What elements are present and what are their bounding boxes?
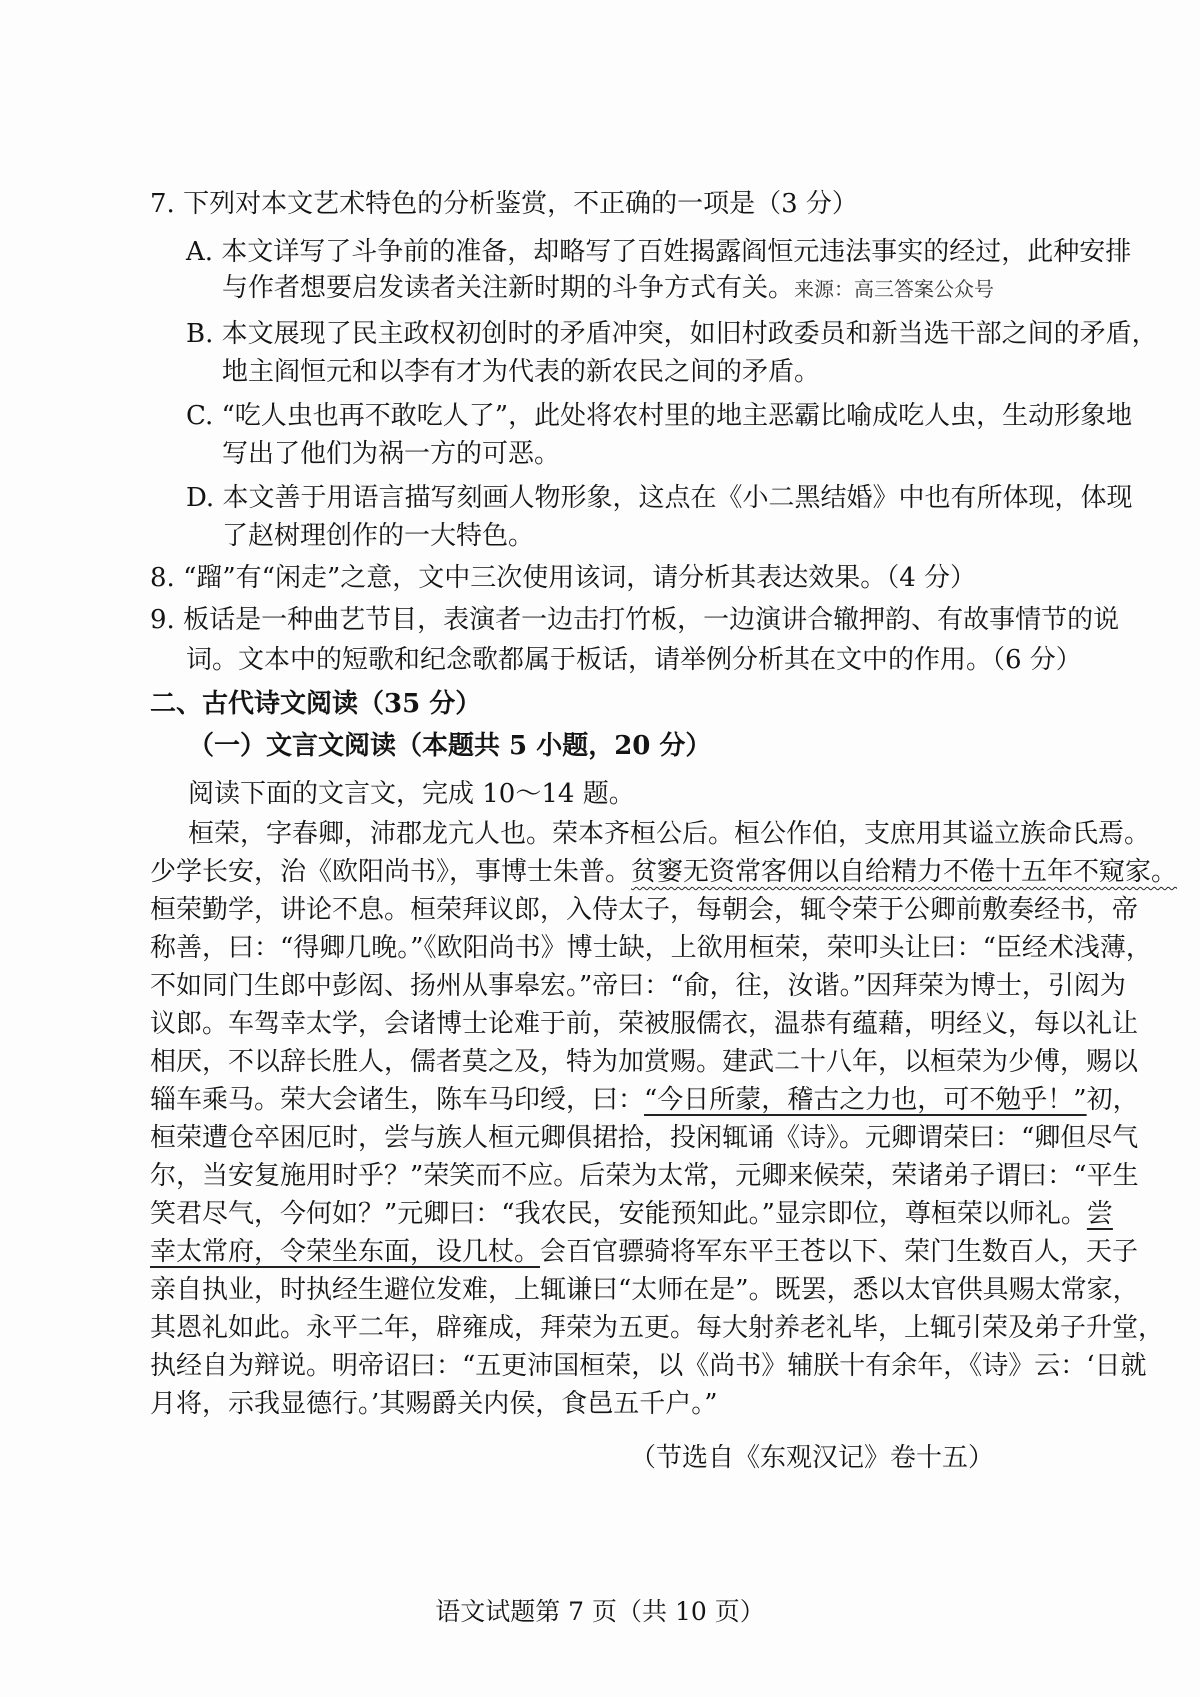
page-footer: 语文试题第 7 页（共 10 页） bbox=[435, 1597, 765, 1626]
passage-line-8 bbox=[150, 1080, 1139, 1120]
passage-line-10: 尔，当安复施用时乎？”荣笑而不应。后荣为太常，元卿来候荣，荣诸弟子谓曰：“平生 bbox=[150, 1161, 1139, 1191]
subsection-1-heading: （一）文言文阅读（本题共 5 小题，20 分） bbox=[188, 731, 712, 761]
passage-text: 初， bbox=[1086, 1085, 1139, 1115]
passage-line-1: 桓荣，字春卿，沛郡龙亢人也。荣本齐桓公后。桓公作伯，支庶用其谥立族命氏焉。 bbox=[188, 819, 1151, 849]
passage-text: 会百官骠骑将军东平王苍以下、荣门生数百人，天子 bbox=[540, 1237, 1139, 1267]
passage-line-12 bbox=[150, 1232, 1138, 1272]
passage-line-3: 桓荣勤学，讲论不息。桓荣拜议郎，入侍太子，每朝会，辄令荣于公卿前敷奏经书，帝 bbox=[150, 895, 1139, 925]
passage-line-7: 相厌，不以辞长胜人，儒者莫之及，特为加赏赐。建武二十八年，以桓荣为少傅，赐以 bbox=[150, 1047, 1139, 1077]
passage-line-4: 称善，曰：“得卿几晚。”《欧阳尚书》博士缺，上欲用桓荣，荣叩头让曰：“臣经术浅薄， bbox=[150, 933, 1152, 963]
passage-line-5: 不如同门生郎中彭闳、扬州从事皋宏。”帝曰：“俞，往，汝谐。”因拜荣为博士，引闳为 bbox=[150, 971, 1126, 1001]
wavy-underlined-sentence: 贫窭无资常客佣以自给精力不倦十五年不窥家。 bbox=[631, 857, 1178, 887]
question-7-option-a-line1: A. 本文详写了斗争前的准备，却略写了百姓揭露阎恒元违法事实的经过，此种安排 bbox=[186, 237, 1132, 267]
passage-line-14: 其恩礼如此。永平二年，辟雍成，拜荣为五更。每大射养老礼毕，上辄引荣及弟子升堂， bbox=[150, 1313, 1165, 1343]
source-watermark-text: 来源：高三答案公众号 bbox=[794, 277, 995, 301]
underlined-sentence: 幸太常府，令荣坐东面，设几杖。 bbox=[150, 1237, 541, 1267]
reading-instruction: 阅读下面的文言文，完成 10～14 题。 bbox=[188, 779, 635, 809]
passage-line-16: 月将，示我显德行。’其赐爵关内侯，食邑五千户。” bbox=[150, 1389, 718, 1419]
question-7-option-c-line2: 写出了他们为祸一方的可恶。 bbox=[222, 439, 561, 469]
question-7-stem: 7. 下列对本文艺术特色的分析鉴赏，不正确的一项是（3 分） bbox=[150, 189, 858, 219]
question-7-option-b-line2: 地主阎恒元和以李有才为代表的新农民之间的矛盾。 bbox=[222, 357, 821, 387]
underlined-sentence: 尝 bbox=[1086, 1199, 1113, 1229]
passage-line-2 bbox=[150, 852, 1177, 892]
question-9-line1: 9. 板话是一种曲艺节目，表演者一边击打竹板，一边演讲合辙押韵、有故事情节的说 bbox=[150, 605, 1120, 635]
passage-text: 少学长安，治《欧阳尚书》，事博士朱普。 bbox=[150, 857, 632, 887]
question-7-option-d-line2: 了赵树理创作的一大特色。 bbox=[222, 521, 535, 551]
passage-text: 辎车乘马。荣大会诸生，陈车马印绶，曰： bbox=[150, 1085, 645, 1115]
passage-citation: （节选自《东观汉记》卷十五） bbox=[629, 1443, 994, 1473]
question-7-option-c-line1: C. “吃人虫也再不敢吃人了”，此处将农村里的地主恶霸比喻成吃人虫，生动形象地 bbox=[186, 401, 1133, 431]
question-8: 8. “蹓”有“闲走”之意，文中三次使用该词，请分析其表达效果。（4 分） bbox=[150, 563, 977, 593]
passage-line-6: 议郎。车驾幸太学，会诸博士论难于前，荣被服儒衣，温恭有蕴藉，明经义，每以礼让 bbox=[150, 1009, 1139, 1039]
passage-line-15: 执经自为辩说。明帝诏曰：“五更沛国桓荣，以《尚书》辅朕十有余年，《诗》云：‘日就 bbox=[150, 1351, 1147, 1381]
section-2-heading: 二、古代诗文阅读（35 分） bbox=[150, 689, 482, 719]
question-7-option-b-line1: B. 本文展现了民主政权初创时的矛盾冲突，如旧村政委员和新当选干部之间的矛盾， bbox=[186, 319, 1158, 349]
passage-line-13: 亲自执业，时执经生避位发难，上辄谦曰“太师在是”。既罢，悉以太官供具赐太常家， bbox=[150, 1275, 1139, 1305]
underlined-sentence: “今日所蒙，稽古之力也，可不勉乎！” bbox=[644, 1085, 1087, 1115]
passage-text: 笑君尽气，今何如？”元卿曰：“我农民，安能预知此。”显宗即位，尊桓荣以师礼。 bbox=[150, 1199, 1087, 1229]
question-7-option-d-line1: D. 本文善于用语言描写刻画人物形象，这点在《小二黑结婚》中也有所体现，体现 bbox=[186, 483, 1133, 513]
question-9-line2: 词。文本中的短歌和纪念歌都属于板话，请举例分析其在文中的作用。（6 分） bbox=[186, 645, 1082, 675]
passage-line-9: 桓荣遭仓卒困厄时，尝与族人桓元卿俱捃拾，投闲辄诵《诗》。元卿谓荣曰：“卿但尽气 bbox=[150, 1123, 1139, 1153]
passage-line-11 bbox=[150, 1194, 1113, 1234]
option-a-text: 与作者想要启发读者关注新时期的斗争方式有关。 bbox=[222, 273, 795, 303]
question-7-option-a-line2 bbox=[222, 268, 994, 309]
